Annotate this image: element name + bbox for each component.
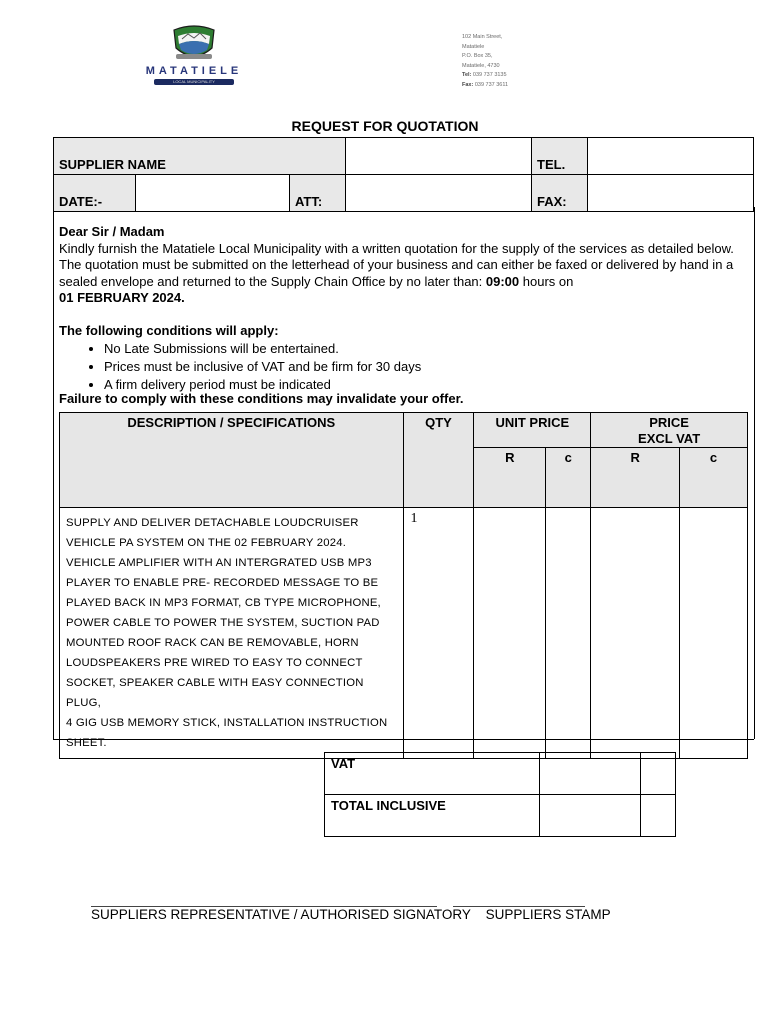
conditions-list [59,340,749,392]
column-header-description: DESCRIPTION / SPECIFICATIONS [60,413,404,508]
tel-label: TEL. [532,138,588,175]
item-price-cents-field[interactable] [680,508,748,759]
price-rand-header: R [591,448,680,508]
municipality-logo [132,24,256,88]
municipal-crest-icon [170,24,218,64]
logo-tagline: LOCAL MUNICIPALITY [173,79,215,84]
address-fax: Fax: 039 737 3611 [462,81,509,88]
condition-item: • A firm delivery period must be indicated [104,377,749,392]
item-description: SUPPLY AND DELIVER DETACHABLE LOUDCRUISER VEHICLE PA SYSTEM ON THE 02 FEBRUARY 2024. VEHICLE AMPLIFIER WITH AN INTERGRATED USB MP3 PLAYER TO ENABLE PRE- RECORDED MESSAGE TO BE PLAYED BACK IN MP3 FORMAT, CB TYPE MICROPHONE, POWER CABLE TO POWER THE SYSTEM, SUCTION PAD MOUNTED ROOF RACK CAN BE REMOVABLE, HORN LOUDSPEAKERS PRE WIRED TO EASY TO CONNECT SOCKET, SPEAKER CABLE WITH EASY CONNECTION PLUG, 4 GIG USB MEMORY STICK, INSTALLATION INSTRUCTION SHEET. [60,508,404,759]
address-tel: Tel: 039 737 3135 [462,72,507,79]
supplier-name-field[interactable] [346,138,532,175]
address-line: 102 Main Street, [462,34,503,40]
stamp-label: SUPPLIERS STAMP [485,907,611,922]
total-rand-field[interactable] [540,795,641,837]
tel-field[interactable] [588,138,754,175]
total-inclusive-label: TOTAL INCLUSIVE [325,795,540,837]
supplier-name-label: SUPPLIER NAME [54,138,346,175]
item-unit-price-cents-field[interactable] [546,508,591,759]
vat-cents-field[interactable] [641,753,676,795]
unit-price-rand-header: R [474,448,546,508]
document-title: REQUEST FOR QUOTATION [291,118,479,134]
column-header-qty: QTY [403,413,474,508]
submission-deadline: 01 FEBRUARY 2024. [59,290,185,306]
fax-label: FAX: [532,175,588,212]
address-line: Matatiele, 4730 [462,62,500,69]
att-field[interactable] [346,175,532,212]
conditions-heading: The following conditions will apply: [59,322,279,338]
logo-tagline-band [154,79,234,85]
signatory-label: SUPPLIERS REPRESENTATIVE / AUTHORISED SIGNATORY [91,907,471,922]
table-row [60,508,748,759]
submission-time: 09:00 [485,273,520,289]
supplier-details-table [53,137,754,212]
address-line: P.O. Box 35, [462,53,493,60]
letter-body [59,224,749,405]
att-label: ATT: [290,175,346,212]
price-cents-header: c [680,448,748,508]
date-field[interactable] [136,175,290,212]
items-table [59,412,748,759]
item-price-rand-field[interactable] [591,508,680,759]
fax-field[interactable] [588,175,754,212]
logo-wordmark: MATATIELE [145,65,243,77]
column-header-price [591,413,748,448]
condition-item: • No Late Submissions will be entertained. [104,340,749,359]
item-qty: 1 [403,508,474,759]
column-header-unit-price: UNIT PRICE [474,413,591,448]
total-cents-field[interactable] [641,795,676,837]
totals-table [324,752,676,837]
conditions-section [59,323,749,405]
price-header-sub: EXCL VAT [638,431,701,446]
date-label: DATE:- [54,175,136,212]
condition-item: • Prices must be inclusive of VAT and be firm for 30 days [104,358,749,377]
failure-note: Failure to comply with these conditions may invalidate your offer. [59,390,464,406]
address-line: Matatiele [462,43,485,50]
unit-price-cents-header: c [546,448,591,508]
signature-labels [91,907,611,922]
vat-label: VAT [325,753,540,795]
salutation: Dear Sir / Madam [59,224,165,239]
letter-bottom-rule [53,739,754,740]
municipality-address [462,33,508,91]
request-paragraph: Kindly furnish the Matatiele Local Municipality with a written quotation for the supply of the services as detailed below. The quotation must be submitted on the letterhead of your business and can either be faxed or delivered by hand in a sealed envelope and returned to the Supply Chain Office by no later than: 09:00 hours on [59,240,734,289]
price-header-line: PRICE [649,415,689,430]
vat-rand-field[interactable] [540,753,641,795]
item-unit-price-rand-field[interactable] [474,508,546,759]
